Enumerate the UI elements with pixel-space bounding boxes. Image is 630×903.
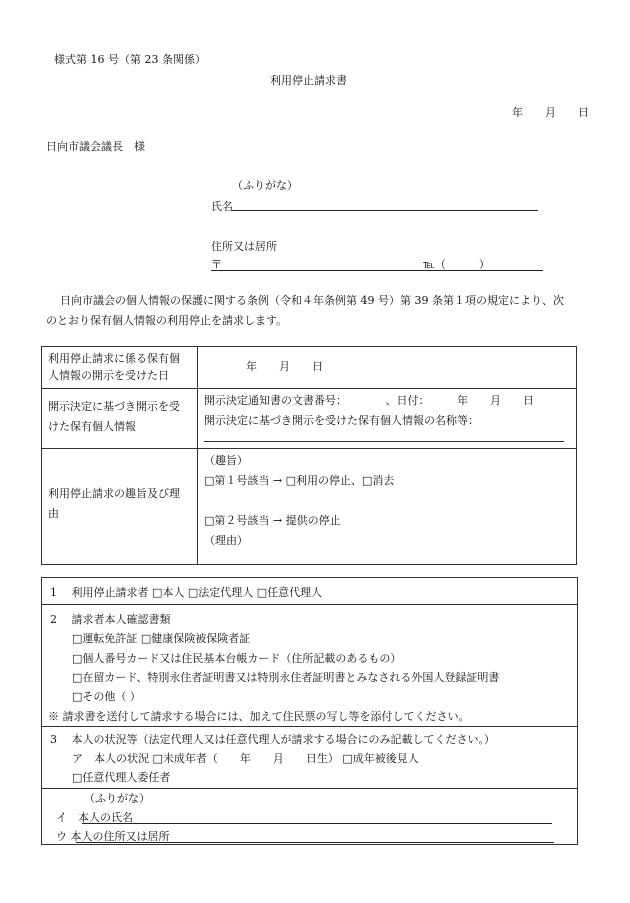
row1-date-field[interactable]: 年 月 日 xyxy=(246,360,323,373)
intro-line1: 日向市議会の個人情報の保護に関する条例（令和４年条例第 49 号）第 39 条第１項の規定により、次 xyxy=(60,294,564,307)
row2-info-name-label: 開示決定に基づき開示を受けた保有個人情報の名称等： xyxy=(204,414,479,427)
person-status-line[interactable]: ア 本人の状況 □未成年者（ 年 月 日生） □成年被後見人 xyxy=(72,752,419,765)
intro-line2: のとおり保有個人情報の利用停止を請求します。 xyxy=(46,314,288,327)
id-doc-option-3[interactable]: □在留カード、特別永住者証明書又は特別永住者証明書とみなされる外国人登録証明書 xyxy=(72,671,500,684)
row3-label-line2: 由 xyxy=(48,507,59,520)
section2-note: ※ 請求書を送付して請求する場合には、加えて住民票の写し等を添付してください。 xyxy=(48,710,470,723)
page-title: 利用停止請求書 xyxy=(270,74,347,87)
purpose-label: （趣旨） xyxy=(204,454,248,467)
row2-label-line1: 開示決定に基づき開示を受 xyxy=(48,400,180,413)
furigana-label: （ふりがな） xyxy=(232,179,298,192)
table-row xyxy=(42,347,577,389)
person-name-line[interactable] xyxy=(82,823,552,824)
person-address-label: ウ 本人の住所又は居所 xyxy=(56,830,170,843)
id-doc-option-1[interactable]: □運転免許証 □健康保険被保険者証 xyxy=(72,632,251,645)
id-doc-option-4[interactable]: □その他（ ） xyxy=(72,690,141,703)
purpose-option-2[interactable]: □第２号該当 → 提供の停止 xyxy=(204,514,341,527)
id-doc-option-2[interactable]: □個人番号カード又は住民基本台帳カード（住所記載のあるもの） xyxy=(72,652,402,665)
date-field[interactable]: 年 月 日 xyxy=(512,106,589,119)
table-row xyxy=(42,449,577,565)
person-name-label: イ 本人の氏名 xyxy=(56,811,133,824)
row1-label-line1: 利用停止請求に係る保有個 xyxy=(48,352,180,365)
section3-heading: 3 本人の状況等（法定代理人又は任意代理人が請求する場合にのみ記載してください。） xyxy=(50,733,495,746)
person-furigana-label: （ふりがな） xyxy=(84,792,150,805)
row3-label-line1: 利用停止請求の趣旨及び理 xyxy=(48,487,180,500)
form-number: 様式第 16 号（第 23 条関係） xyxy=(54,53,206,66)
row2-info-name-line[interactable] xyxy=(204,431,564,442)
proxy-option[interactable]: □任意代理人委任者 xyxy=(72,771,171,784)
person-address-line[interactable] xyxy=(76,842,554,843)
section1-requester-type[interactable]: 1 利用停止請求者 □本人 □法定代理人 □任意代理人 xyxy=(50,586,323,599)
addressee: 日向市議会議長 様 xyxy=(46,140,145,153)
table-row xyxy=(42,389,577,449)
address-input-line[interactable] xyxy=(211,270,543,271)
name-input-line[interactable] xyxy=(232,210,538,211)
name-label: 氏名 xyxy=(211,200,233,213)
row2-label-line2: けた保有個人情報 xyxy=(48,420,136,433)
request-table xyxy=(41,346,577,565)
postal-mark: 〒 xyxy=(211,258,222,271)
applicant-info-box xyxy=(41,577,578,845)
tel-label: ℡（ ） xyxy=(423,258,490,271)
purpose-option-1[interactable]: □第１号該当 → □利用の停止、□消去 xyxy=(204,474,395,487)
row1-label-line2: 人情報の開示を受けた日 xyxy=(48,369,169,382)
row2-document-number-line[interactable]: 開示決定通知書の文書番号： 、日付： 年 月 日 xyxy=(204,394,534,407)
reason-label: （理由） xyxy=(204,534,248,547)
address-label: 住所又は居所 xyxy=(211,240,277,253)
section2-heading: 2 請求者本人確認書類 xyxy=(50,613,171,626)
